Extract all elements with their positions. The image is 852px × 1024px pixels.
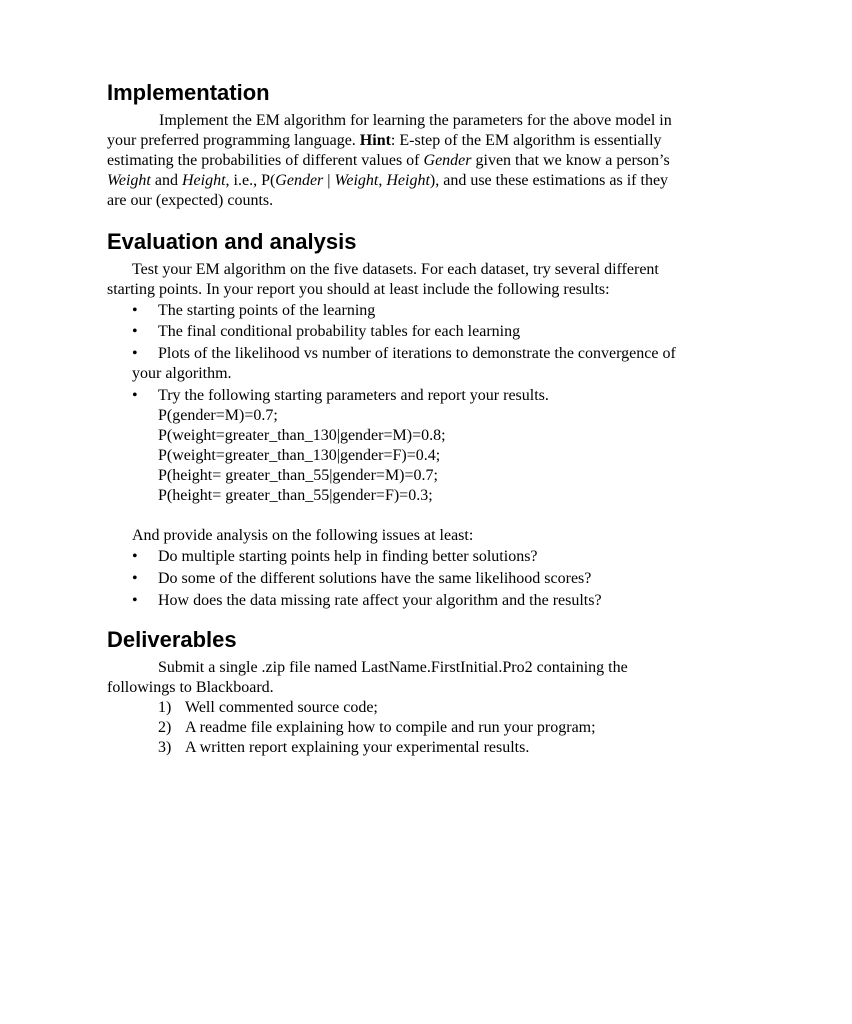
impl-line2-a: your preferred programming language. — [107, 132, 360, 149]
impl-line4-e: ), and use these estimations as if they — [429, 172, 669, 189]
impl-line4-gender: Gender — [275, 172, 324, 189]
deliverables-line-1: Submit a single .zip file named LastName.FirstInitial.Pro2 containing the — [158, 659, 628, 676]
impl-line4-height2: Height — [386, 172, 430, 189]
bullet-dot: • — [132, 345, 138, 362]
results-bullet-1: The starting points of the learning — [158, 302, 376, 319]
deliverable-item-text: A written report explaining your experimental results. — [185, 739, 530, 756]
analysis-intro: And provide analysis on the following issues at least: — [132, 527, 474, 544]
impl-line3-a: estimating the probabilities of different values of — [107, 152, 424, 169]
impl-line4-a: and — [150, 172, 182, 189]
heading-evaluation: Evaluation and analysis — [107, 229, 357, 254]
impl-line4-height: Height — [181, 172, 226, 189]
implementation-line-3 — [107, 151, 670, 171]
evaluation-intro-line-1: Test your EM algorithm on the five datasets. For each dataset, try several different — [132, 261, 659, 278]
bullet-dot: • — [132, 387, 138, 404]
impl-line3-b: given that we know a person’s — [471, 152, 670, 169]
heading-implementation: Implementation — [107, 80, 270, 105]
impl-line4-d: , — [378, 172, 387, 189]
deliverables-line-2: followings to Blackboard. — [107, 679, 274, 696]
impl-line4-weight2: Weight — [334, 172, 379, 189]
deliverable-item-number: 1) — [158, 699, 172, 716]
impl-line4-c: | — [323, 172, 335, 189]
deliverable-item-number: 3) — [158, 739, 172, 756]
analysis-bullet-3: How does the data missing rate affect your algorithm and the results? — [158, 592, 602, 609]
analysis-bullet-2: Do some of the different solutions have the same likelihood scores? — [158, 570, 592, 587]
implementation-line-2 — [107, 131, 662, 151]
deliverable-item-text: Well commented source code; — [185, 699, 378, 716]
deliverable-item-text: A readme file explaining how to compile and run your program; — [185, 719, 596, 736]
impl-line3-gender: Gender — [423, 152, 472, 169]
bullet-dot: • — [132, 548, 138, 565]
impl-line4-weight: Weight — [107, 172, 151, 189]
results-bullet-2: The final conditional probability tables for each learning — [158, 323, 521, 340]
param-line-2: P(weight=greater_than_130|gender=M)=0.8; — [158, 427, 446, 444]
results-bullet-3: Plots of the likelihood vs number of iterations to demonstrate the convergence of — [158, 345, 676, 362]
impl-line4-b: , i.e., P( — [225, 172, 276, 189]
results-bullet-3-continued: your algorithm. — [132, 365, 232, 382]
evaluation-intro-line-2: starting points. In your report you should at least include the following results: — [107, 281, 610, 298]
bullet-dot: • — [132, 302, 138, 319]
heading-deliverables: Deliverables — [107, 627, 237, 652]
bullet-dot: • — [132, 592, 138, 609]
param-line-1: P(gender=M)=0.7; — [158, 407, 278, 424]
param-line-3: P(weight=greater_than_130|gender=F)=0.4; — [158, 447, 441, 464]
bullet-dot: • — [132, 570, 138, 587]
deliverable-item-number: 2) — [158, 719, 172, 736]
analysis-bullet-1: Do multiple starting points help in finding better solutions? — [158, 548, 538, 565]
implementation-line-4 — [107, 171, 668, 191]
implementation-line-1: Implement the EM algorithm for learning the parameters for the above model in — [159, 112, 672, 129]
impl-hint-label: Hint — [359, 132, 391, 149]
param-line-4: P(height= greater_than_55|gender=M)=0.7; — [158, 467, 438, 484]
bullet-dot: • — [132, 323, 138, 340]
results-bullet-4: Try the following starting parameters and report your results. — [158, 387, 549, 404]
impl-line2-b: : E-step of the EM algorithm is essentially — [390, 132, 662, 149]
implementation-line-5: are our (expected) counts. — [107, 192, 274, 209]
param-line-5: P(height= greater_than_55|gender=F)=0.3; — [158, 487, 433, 504]
